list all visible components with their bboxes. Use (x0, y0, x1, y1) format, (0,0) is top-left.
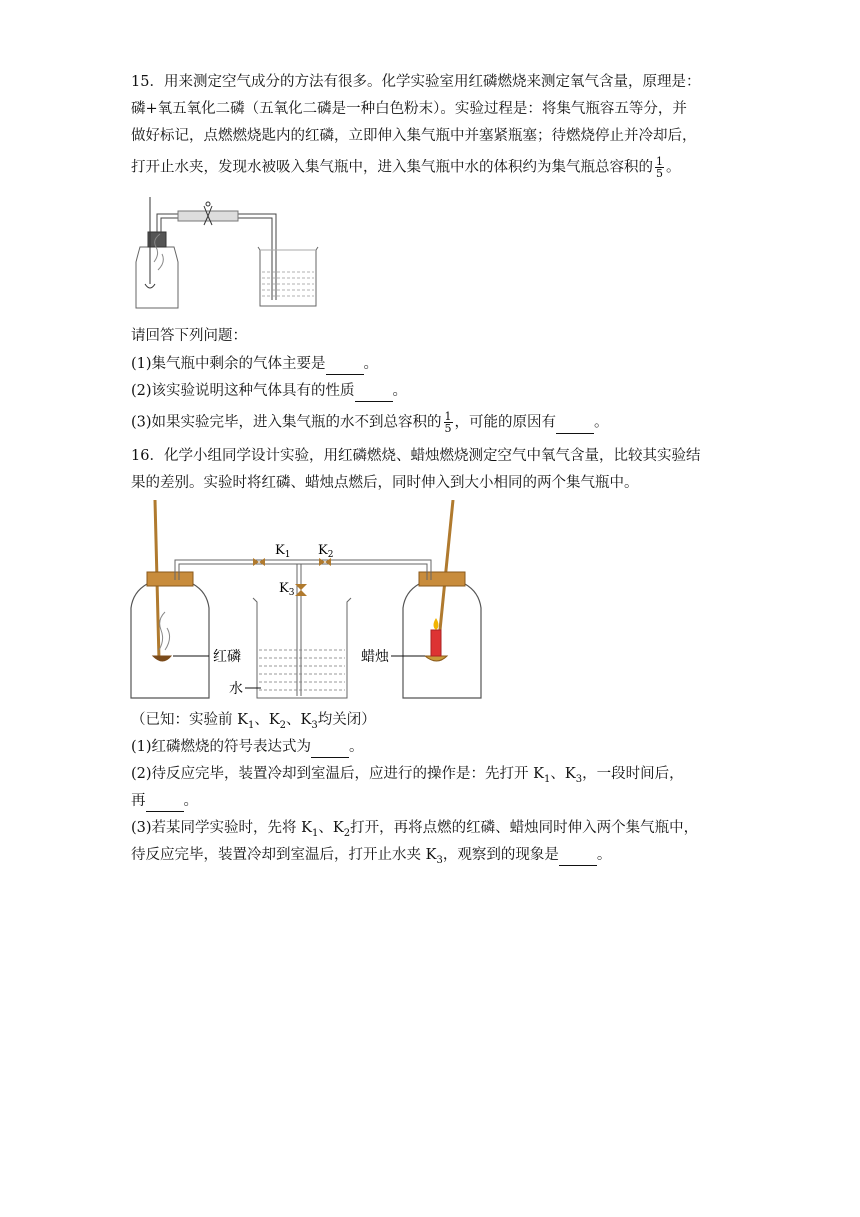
q16-sub3-mid: 、K (318, 820, 344, 836)
label-k2: $K_2$ (318, 543, 334, 560)
flame-icon (434, 618, 439, 630)
q15-clamp-screw (206, 202, 210, 206)
answer-blank (311, 737, 349, 758)
subscript: 3 (311, 719, 318, 731)
fraction-one-fifth (444, 411, 453, 434)
left-gas-bottle (131, 584, 209, 698)
q16-sub3-text: (3)若某同学实验时，先将 K (131, 820, 312, 836)
q15-text-line2: 磷+氧五氧化二磷（五氧化二磷是一种白色粉末）。实验过程是：将集气瓶容五等分，并 (131, 101, 687, 117)
fraction-denominator: 5 (444, 422, 452, 435)
q15-sub1-period: 。 (363, 356, 379, 372)
q16-sub2-line2-period: 。 (183, 793, 198, 809)
answer-blank (556, 413, 594, 434)
connecting-pipe (175, 560, 431, 580)
answer-blank (146, 791, 184, 812)
label-k3: $K_3$ (279, 581, 295, 598)
q15-smoke-2 (158, 254, 163, 270)
subscript: 3 (436, 854, 443, 866)
q15-sub3 (131, 411, 609, 434)
connecting-pipe-inner (179, 564, 427, 580)
left-stopper (147, 572, 193, 586)
vertical-pipe (297, 564, 301, 696)
fraction-denominator: 5 (656, 167, 663, 180)
q16-sub1-text: (1)红磷燃烧的符号表达式为 (131, 739, 312, 755)
label-candle: 蜡烛 (361, 649, 389, 665)
q16-sub2-mid: 、K (550, 766, 576, 782)
subscript: 1 (543, 773, 551, 785)
q16-sub1-period: 。 (349, 739, 364, 755)
q15-sub3-text-b: ，可能的原因有 (454, 414, 557, 431)
q15-sub2-text: (2)该实验说明这种气体具有的性质 (131, 383, 355, 399)
smoke-icon-2 (165, 628, 170, 650)
q15-sub1-text: (1)集气瓶中剩余的气体主要是 (131, 356, 326, 372)
q15-spoon (145, 284, 155, 288)
valve-k1-icon (253, 558, 265, 566)
answer-blank (559, 845, 597, 866)
candle-spoon (425, 656, 447, 661)
note-text-d: 均关闭） (317, 712, 376, 728)
q15-sub2 (131, 381, 407, 402)
q15-beaker (258, 247, 318, 306)
note-text-b: 、K (254, 712, 280, 728)
q15-sub1 (131, 354, 378, 375)
fraction-numerator: 1 (656, 155, 663, 168)
q15-stopper (148, 232, 166, 247)
label-red-phosphorus: 红磷 (213, 649, 241, 665)
q15-apparatus-figure (128, 192, 328, 312)
red-phosphorus-spoon (153, 656, 171, 661)
note-text: （已知：实验前 K (131, 712, 248, 728)
label-water: 水 (229, 681, 243, 697)
q15-prompt: 请回答下列问题： (131, 328, 247, 344)
subscript: 1 (311, 827, 319, 839)
q16-sub2-line2 (131, 791, 198, 812)
note-text-c: 、K (286, 712, 312, 728)
q15-text-line3: 做好标记，点燃燃烧匙内的红磷，立即伸入集气瓶中并塞紧瓶塞；待燃烧停止并冷却后， (131, 128, 697, 144)
q16-sub1 (131, 737, 364, 758)
q16-sub2-text: (2)待反应完毕，装置冷却到室温后，应进行的操作是：先打开 K (131, 766, 544, 782)
q16-sub3-line2 (131, 845, 611, 871)
q15-sub2-period: 。 (392, 383, 408, 399)
q15-sub3-text: (3)如果实验完毕，进入集气瓶的水不到总容积的 (131, 414, 442, 431)
q15-glass-tube (157, 214, 276, 300)
q15-text-line1: 15．用来测定空气成分的方法有很多。化学实验室用红磷燃烧来测定氧气含量，原理是： (131, 74, 701, 90)
q16-text-line1: 16．化学小组同学设计实验，用红磷燃烧、蜡烛燃烧测定空气中氧气含量，比较其实验结 (131, 448, 701, 464)
q16-text-line2: 果的差别。实验时将红磷、蜡烛点燃后，同时伸入到大小相同的两个集气瓶中。 (131, 475, 639, 491)
q15-sub3-period: 。 (594, 414, 609, 431)
fraction-one-fifth (655, 156, 664, 179)
label-k1: $K_1$ (275, 543, 291, 560)
q16-sub3-end: 打开，再将点燃的红磷、蜡烛同时伸入两个集气瓶中， (350, 820, 699, 836)
q16-sub2-line2-text: 再 (131, 793, 146, 809)
beaker-water (259, 650, 345, 690)
q16-note (131, 710, 376, 736)
q15-text-line4 (131, 156, 681, 179)
subscript: 3 (575, 773, 583, 785)
right-stopper (419, 572, 465, 586)
q15-line4-text: 打开止水夹，发现水被吸入集气瓶中，进入集气瓶中水的体积约为集气瓶总容积的 (131, 159, 653, 176)
candle (431, 630, 441, 656)
q16-sub2 (131, 764, 684, 790)
q15-water-lines (262, 272, 314, 296)
q16-sub3b-end: ，观察到的现象是 (442, 847, 559, 863)
q16-sub3b-period: 。 (596, 847, 612, 863)
q16-apparatus-figure (125, 500, 485, 708)
q16-sub3b-text: 待反应完毕，装置冷却到室温后，打开止水夹 K (131, 847, 437, 863)
subscript: 2 (279, 719, 287, 731)
fraction-numerator: 1 (444, 410, 452, 423)
answer-blank (326, 354, 364, 375)
beaker (253, 598, 351, 698)
q16-sub3-line1 (131, 818, 698, 844)
answer-blank (355, 381, 393, 402)
subscript: 1 (247, 719, 255, 731)
q15-line4-period: 。 (666, 159, 681, 176)
subscript: 2 (343, 827, 351, 839)
q16-sub2-end: ，一段时间后， (582, 766, 684, 782)
